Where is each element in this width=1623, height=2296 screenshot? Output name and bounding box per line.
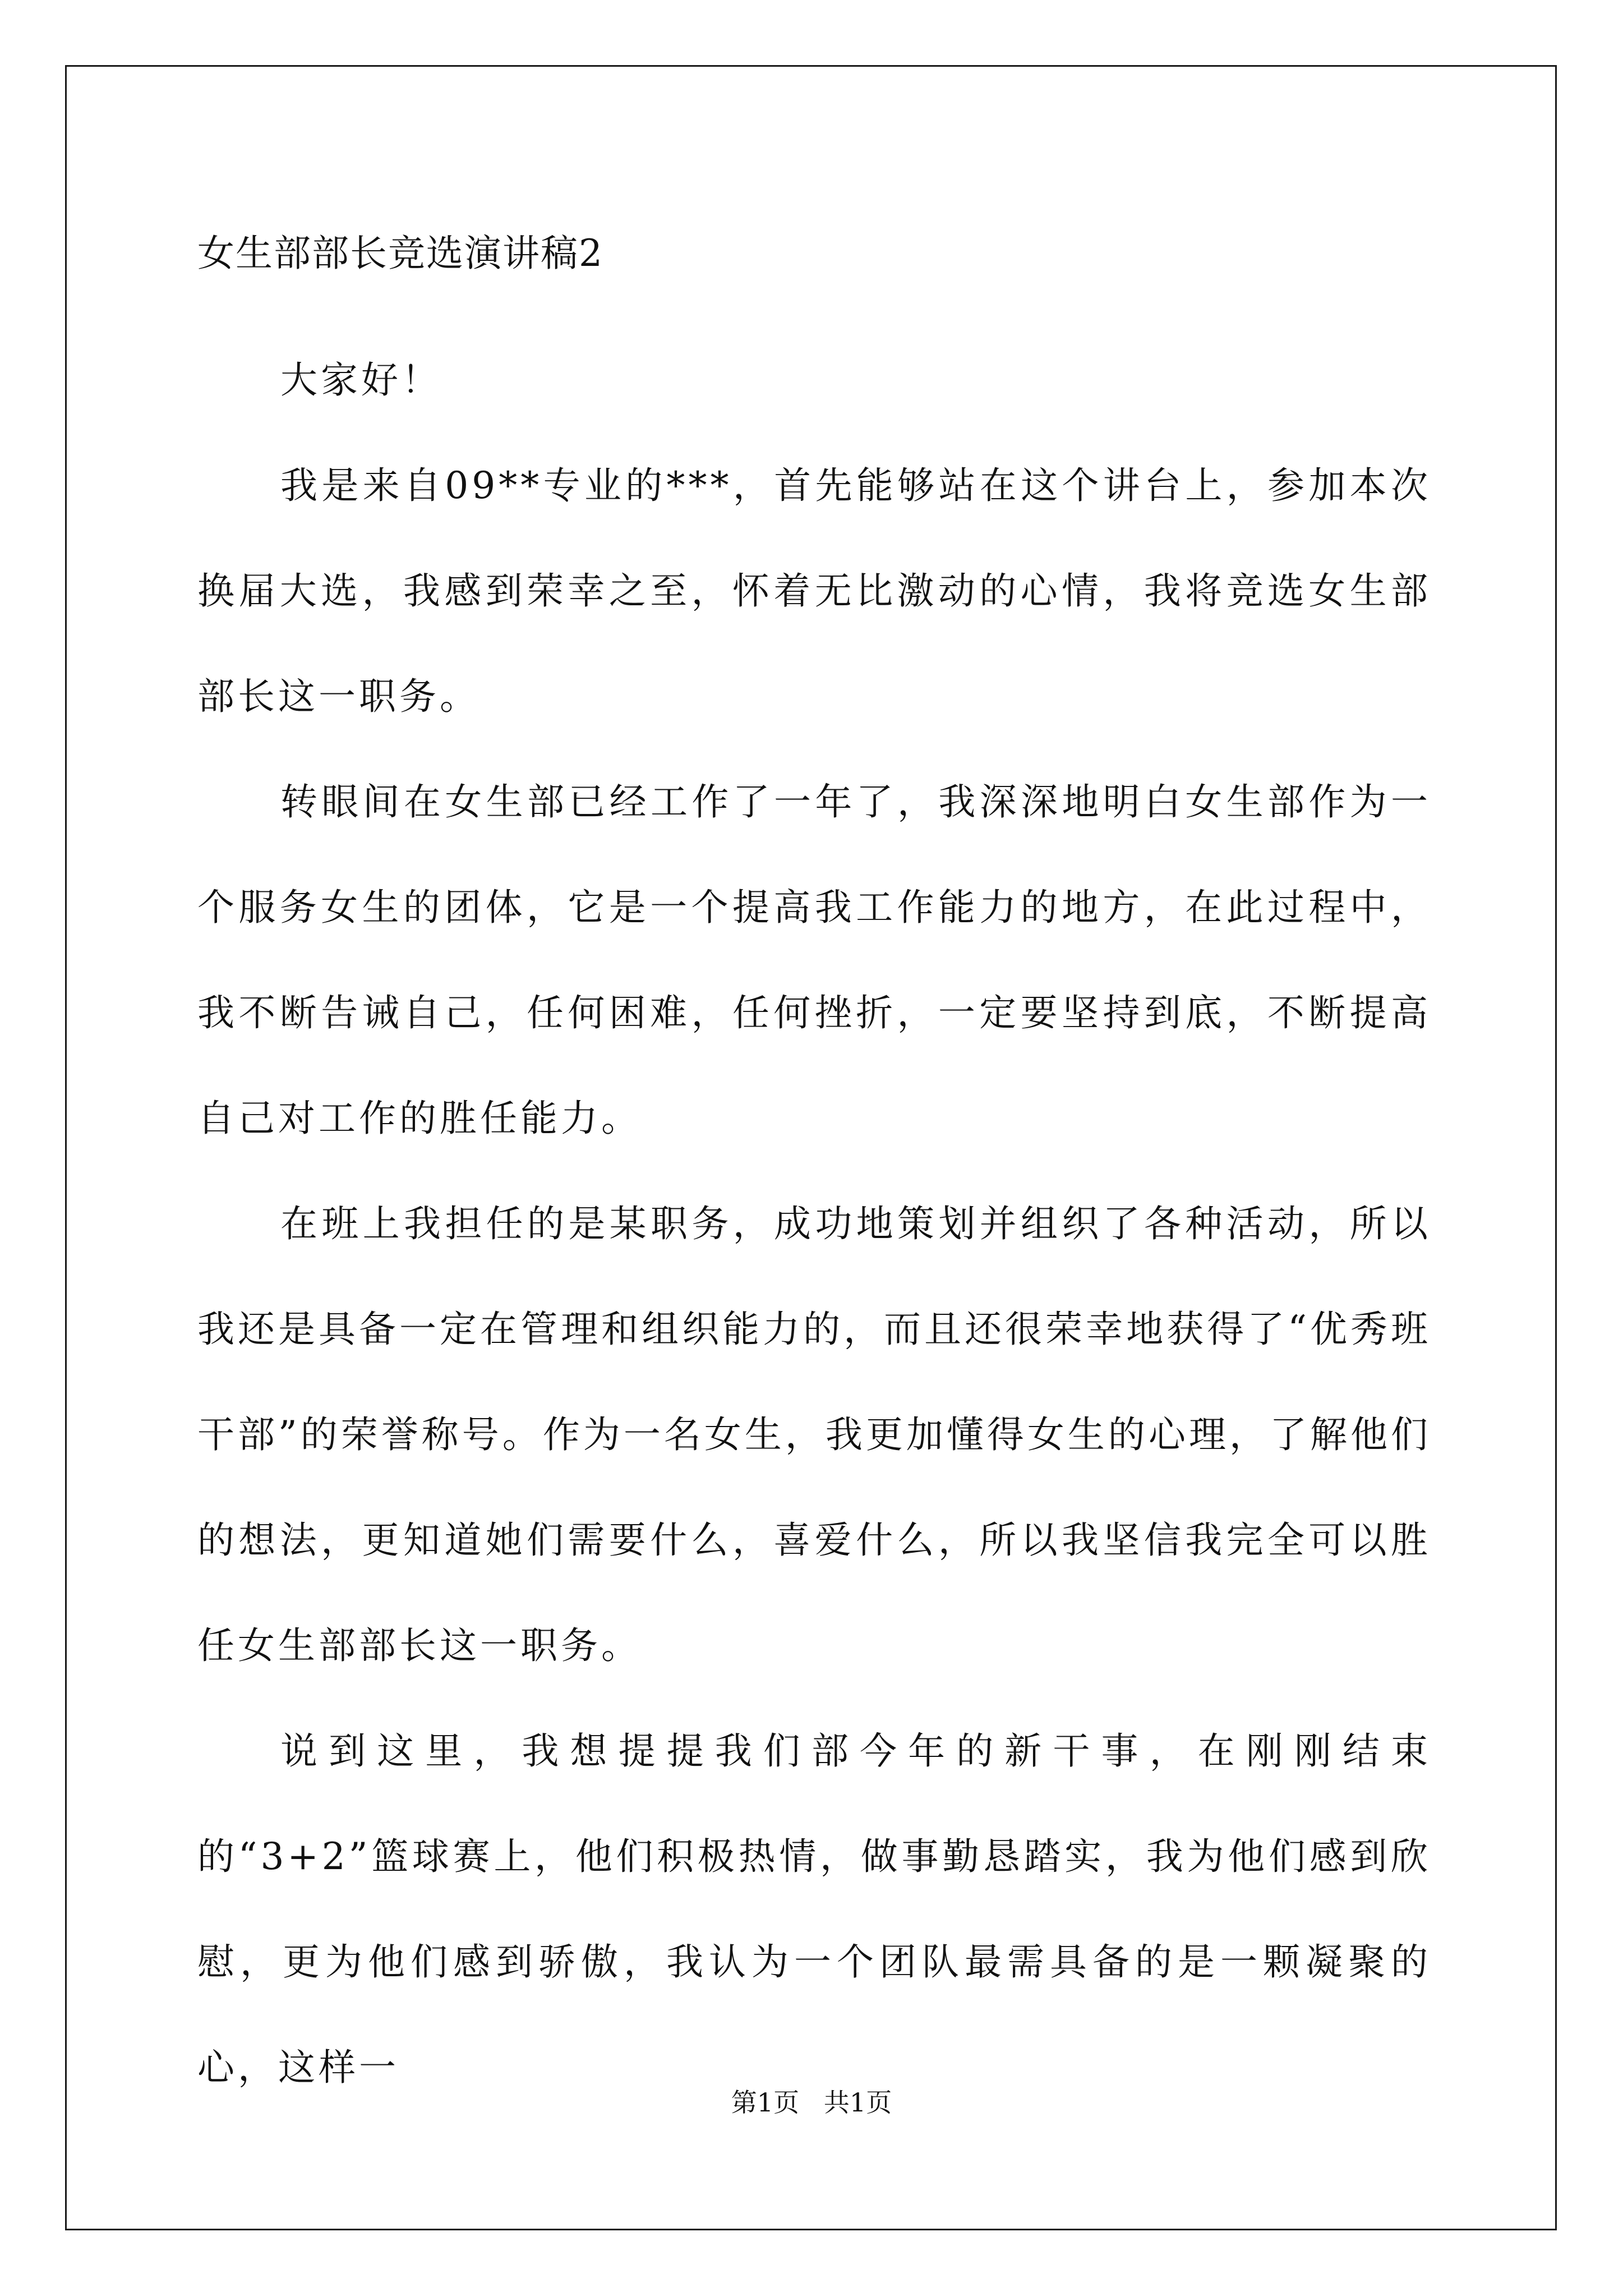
document-title: 女生部部长竞选演讲稿2: [197, 232, 603, 275]
paragraph-class-role: 在班上我担任的是某职务，成功地策划并组织了各种活动，所以我还是具备一定在管理和组织能力的，而且还很荣幸地获得了“优秀班干部”的荣誉称号。作为一名女生，我更加懂得女生的心理，了解他们的想法，更知道她们需要什么，喜爱什么，所以我坚信我完全可以胜任女生部部长这一职务。: [197, 1202, 1431, 1667]
paragraph-introduction: 我是来自09**专业的***，首先能够站在这个讲台上，参加本次换届大选，我感到荣幸之至，怀着无比激动的心情，我将竞选女生部部长这一职务。: [197, 464, 1431, 718]
page-number-footer: 第1页 共1页: [731, 2087, 892, 2118]
paragraph-greeting: 大家好！: [280, 358, 442, 402]
paragraph-new-members: 说到这里，我想提提我们部今年的新干事，在刚刚结束的“3+2”篮球赛上，他们积极热情，做事勤恳踏实，我为他们感到欣慰，更为他们感到骄傲，我认为一个团队最需具备的是一颗凝聚的心，这样一: [197, 1729, 1431, 2089]
document-body: [197, 227, 1431, 2120]
paragraph-experience: 转眼间在女生部已经工作了一年了，我深深地明白女生部作为一个服务女生的团体，它是一个提高我工作能力的地方，在此过程中，我不断告诫自己，任何困难，任何挫折，一定要坚持到底，不断提高自己对工作的胜任能力。: [197, 780, 1431, 1140]
